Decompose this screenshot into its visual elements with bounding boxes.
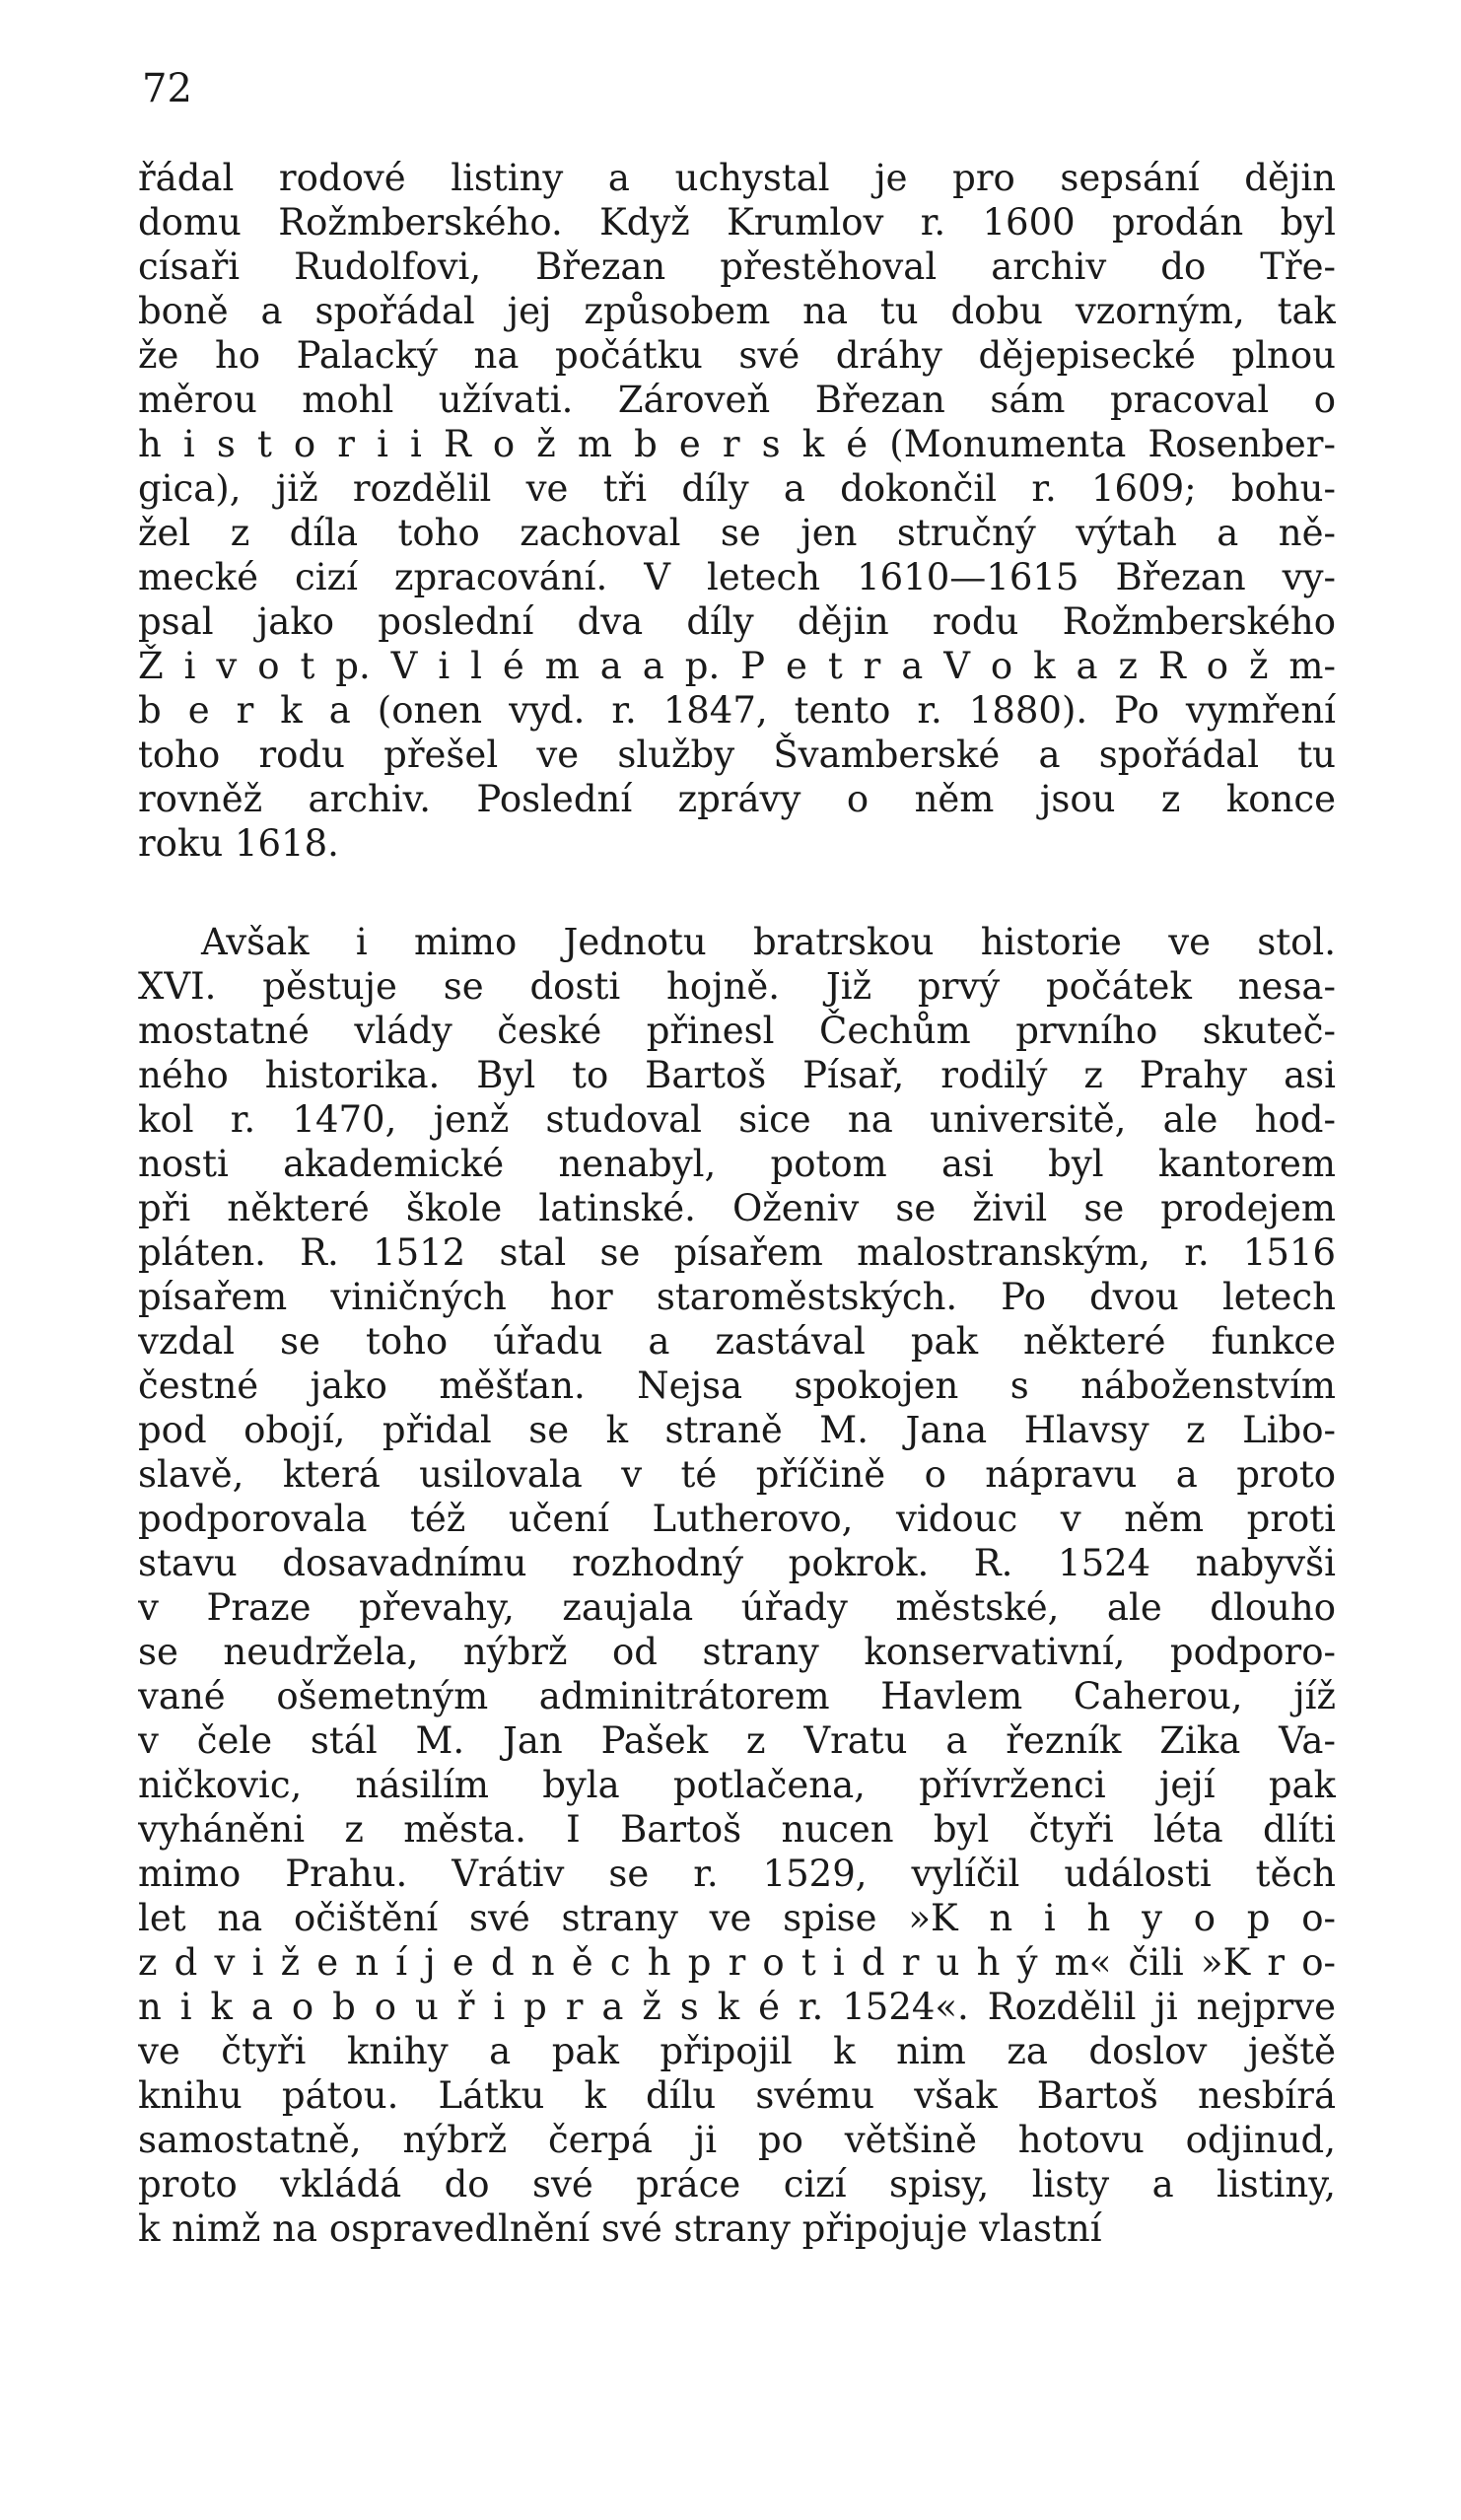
text-line: b e r k a (onen vyd. r. 1847, tento r. 1880). Po vymření [138, 689, 1336, 732]
text-line: mimo Prahu. Vrátiv se r. 1529, vylíčil události těch [138, 1853, 1336, 1895]
text-line: ve čtyři knihy a pak připojil k nim za doslov ještě [138, 2030, 1336, 2072]
text-line: h i s t o r i i R o ž m b e r s k é (Monumenta Rosenber- [138, 423, 1336, 465]
text-line: císaři Rudolfovi, Březan přestěhoval archiv do Tře- [138, 245, 1336, 288]
text-line: kol r. 1470, jenž studoval sice na universitě, ale hod- [138, 1098, 1336, 1141]
paragraph-1 [138, 156, 1336, 866]
text-line: měrou mohl užívati. Zároveň Březan sám pracoval o [138, 379, 1336, 421]
text-line: let na očištění své strany ve spise »K n i h y o p o- [138, 1897, 1336, 1939]
text-line: slavě, která usilovala v té příčině o nápravu a proto [138, 1453, 1336, 1496]
text-line: při některé škole latinské. Oženiv se živil se prodejem [138, 1187, 1336, 1229]
text-line: n i k a o b o u ř i p r a ž s k é r. 1524«. Rozdělil ji nejprve [138, 1986, 1336, 2028]
text-line: podporovala též učení Lutherovo, vidouc v něm proti [138, 1498, 1336, 1540]
text-line: psal jako poslední dva díly dějin rodu Rožmberského [138, 600, 1336, 643]
text-line: Ž i v o t p. V i l é m a a p. P e t r a V o k a z R o ž m- [138, 645, 1336, 687]
text-line: XVI. pěstuje se dosti hojně. Již prvý počátek nesa- [138, 965, 1336, 1008]
text-line: pod obojí, přidal se k straně M. Jana Hlavsy z Libo- [138, 1409, 1336, 1451]
text-line: vyháněni z města. I Bartoš nucen byl čtyři léta dlíti [138, 1808, 1336, 1851]
paragraph-2 [138, 920, 1336, 2251]
text-line: domu Rožmberského. Když Krumlov r. 1600 prodán byl [138, 201, 1336, 244]
text-line: pláten. R. 1512 stal se písařem malostranským, r. 1516 [138, 1231, 1336, 1274]
text-line: gica), již rozdělil ve tři díly a dokončil r. 1609; bohu- [138, 467, 1336, 510]
text-line: toho rodu přešel ve služby Švamberské a spořádal tu [138, 734, 1336, 776]
text-line: žel z díla toho zachoval se jen stručný výtah a ně- [138, 512, 1336, 554]
page-number: 72 [142, 66, 192, 111]
text-line: v Praze převahy, zaujala úřady městské, ale dlouho [138, 1586, 1336, 1629]
text-line: řádal rodové listiny a uchystal je pro sepsání dějin [138, 157, 1336, 199]
text-line: písařem viničných hor staroměstských. Po dvou letech [138, 1276, 1336, 1318]
text-line: samostatně, nýbrž čerpá ji po většině hotovu odjinud, [138, 2119, 1336, 2161]
text-line: Avšak i mimo Jednotu bratrskou historie ve stol. [201, 921, 1336, 963]
text-line: vané ošemetným adminitrátorem Havlem Caherou, jíž [138, 1675, 1336, 1717]
text-line: roku 1618. [138, 822, 339, 865]
text-line: z d v i ž e n í j e d n ě c h p r o t i d r u h ý m« čili »K r o- [138, 1941, 1336, 1984]
text-line: ničkovic, násilím byla potlačena, přívrženci její pak [138, 1764, 1336, 1806]
text-line: vzdal se toho úřadu a zastával pak některé funkce [138, 1320, 1336, 1363]
text-line: rovněž archiv. Poslední zprávy o něm jsou z konce [138, 778, 1336, 820]
text-line: mecké cizí zpracování. V letech 1610—1615 Březan vy- [138, 556, 1336, 598]
text-line: čestné jako měšťan. Nejsa spokojen s náboženstvím [138, 1365, 1336, 1407]
text-line: proto vkládá do své práce cizí spisy, listy a listiny, [138, 2163, 1336, 2205]
paragraph-gap [138, 866, 1336, 920]
text-line: nosti akademické nenabyl, potom asi byl kantorem [138, 1143, 1336, 1185]
text-line: že ho Palacký na počátku své dráhy dějepisecké plnou [138, 334, 1336, 377]
text-line: boně a spořádal jej způsobem na tu dobu vzorným, tak [138, 290, 1336, 332]
text-line: stavu dosavadnímu rozhodný pokrok. R. 1524 nabyvši [138, 1542, 1336, 1584]
text-line: v čele stál M. Jan Pašek z Vratu a řezník Zika Va- [138, 1719, 1336, 1762]
text-line: ného historika. Byl to Bartoš Písař, rodilý z Prahy asi [138, 1054, 1336, 1096]
text-line: se neudržela, nýbrž od strany konservativní, podporo- [138, 1631, 1336, 1673]
body-text [138, 156, 1336, 2251]
text-line: k nimž na ospravedlnění své strany připojuje vlastní [138, 2207, 1102, 2250]
text-line: knihu pátou. Látku k dílu svému však Bartoš nesbírá [138, 2074, 1336, 2117]
text-line: mostatné vlády české přinesl Čechům prvního skuteč- [138, 1010, 1336, 1052]
